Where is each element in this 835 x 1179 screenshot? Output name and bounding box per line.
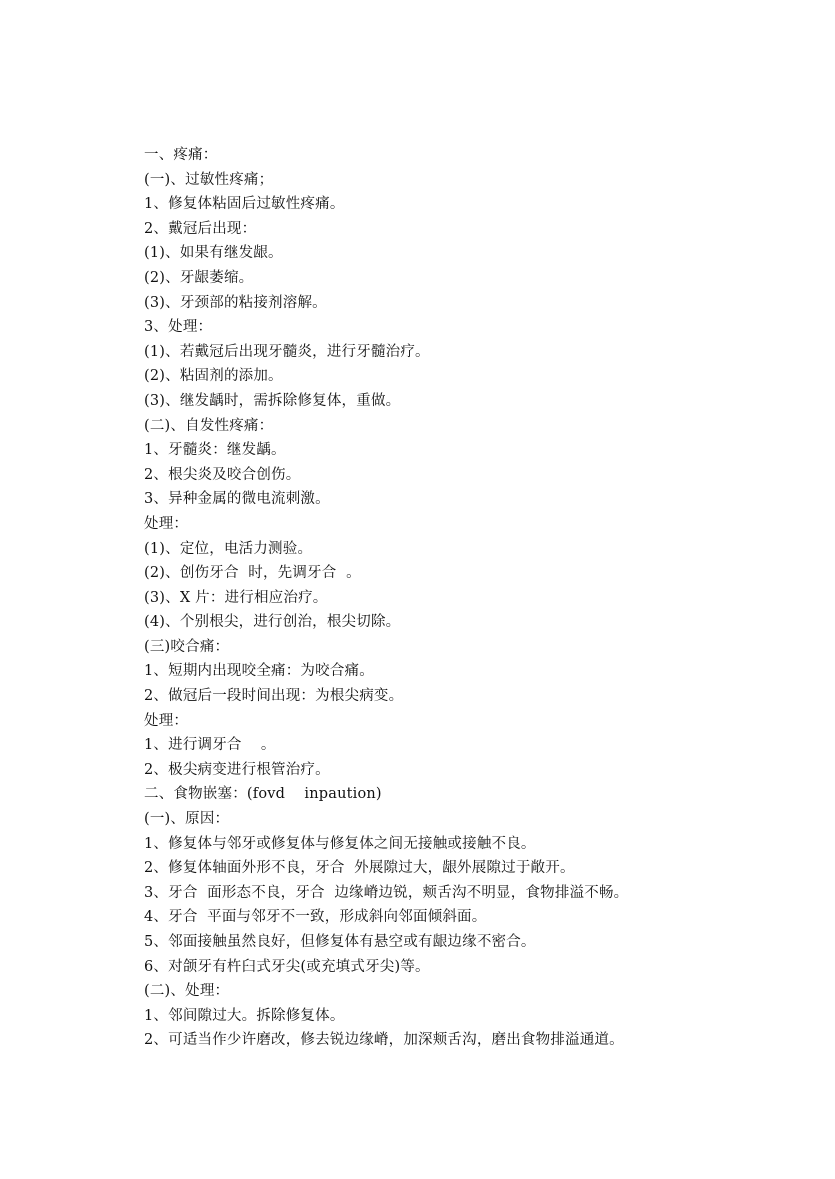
text-line: 2、根尖炎及咬合创伤。 (144, 466, 301, 483)
text-line: 2、做冠后一段时间出现：为根尖病变。 (144, 688, 404, 705)
text-line: (2)、创伤牙合 时，先调牙合 。 (144, 565, 361, 582)
subheading-allergic-pain: (一)、过敏性疼痛； (144, 171, 274, 188)
text-line: (2)、粘固剂的添加。 (144, 368, 283, 385)
text-line: 处理： (144, 712, 189, 729)
heading-pain: 一、疼痛： (144, 147, 218, 163)
text-line: (2)、牙龈萎缩。 (144, 269, 254, 286)
text-line: (1)、如果有继发龈。 (144, 245, 283, 262)
text-line: 2、极尖病变进行根管治疗。 (144, 761, 330, 778)
subheading-treatment: (二)、处理： (144, 983, 230, 1000)
text-line: 1、牙髓炎：继发龋。 (144, 442, 286, 459)
text-line: 处理： (144, 515, 189, 532)
heading-food-impaction: 二、食物嵌塞：(fovd inpaution) (144, 786, 382, 803)
text-line: (1)、若戴冠后出现牙髓炎，进行牙髓治疗。 (144, 343, 430, 360)
subheading-bite-pain: (三)咬合痛： (144, 638, 230, 655)
text-line: (1)、定位，电活力测验。 (144, 540, 313, 557)
text-line: (3)、继发龋时，需拆除修复体，重做。 (144, 392, 401, 409)
text-line: (4)、个别根尖，进行创治，根尖切除。 (144, 614, 401, 631)
text-line: 3、处理： (144, 319, 213, 336)
text-line: 1、修复体与邻牙或修复体与修复体之间无接触或接触不良。 (144, 835, 536, 852)
text-line: 1、短期内出现咬全痛：为咬合痛。 (144, 663, 374, 680)
text-line: (3)、X 片：进行相应治疗。 (144, 589, 328, 606)
text-line: 1、进行调牙合 。 (144, 737, 276, 754)
text-line: 3、异种金属的微电流刺激。 (144, 491, 330, 508)
subheading-causes: (一)、原因： (144, 811, 230, 828)
text-line: 4、牙合 平面与邻牙不一致，形成斜向邻面倾斜面。 (144, 909, 487, 926)
text-line: 2、戴冠后出现： (144, 220, 257, 237)
text-line: 6、对颌牙有杵臼式牙尖(或充填式牙尖)等。 (144, 958, 430, 975)
text-line: 1、修复体粘固后过敏性疼痛。 (144, 196, 345, 213)
text-line: (3)、牙颈部的粘接剂溶解。 (144, 294, 327, 311)
document-body (144, 143, 744, 1053)
text-line: 5、邻面接触虽然良好，但修复体有悬空或有龈边缘不密合。 (144, 934, 536, 950)
subheading-spontaneous-pain: (二)、自发性疼痛： (144, 417, 274, 434)
text-line: 2、可适当作少许磨改，修去锐边缘嵴，加深颊舌沟，磨出食物排溢通道。 (144, 1032, 624, 1049)
text-line: 3、牙合 面形态不良，牙合 边缘嵴边锐，颊舌沟不明显，食物排溢不畅。 (144, 884, 629, 901)
text-line: 2、修复体轴面外形不良，牙合 外展隙过大，龈外展隙过于敞开。 (144, 860, 575, 877)
text-line: 1、邻间隙过大。拆除修复体。 (144, 1007, 345, 1024)
